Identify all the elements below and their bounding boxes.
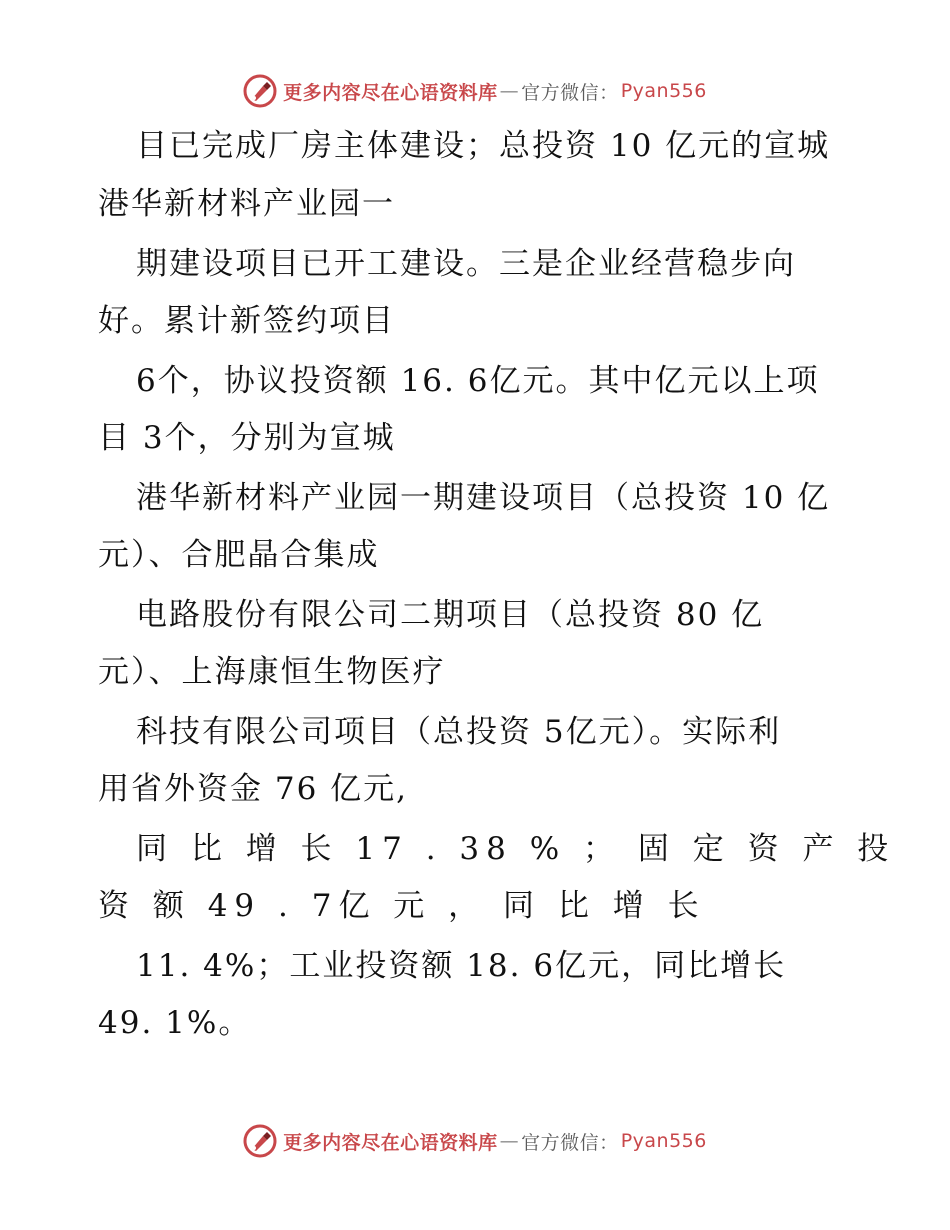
watermark-main-text: 更多内容尽在心语资料库 xyxy=(283,81,498,104)
watermark-separator: — xyxy=(499,1130,520,1152)
watermark-id: Pyan556 xyxy=(620,80,707,102)
footer-watermark xyxy=(0,1121,950,1161)
pen-logo-icon xyxy=(243,1124,277,1158)
text-line: 49. 1%。 xyxy=(98,1005,252,1041)
text-line: 科技有限公司项目（总投资 5亿元）。实际利 xyxy=(136,714,782,750)
text-line: 电路股份有限公司二期项目（总投资 80 亿 xyxy=(136,597,765,633)
watermark-id: Pyan556 xyxy=(620,1130,707,1152)
text-line: 同 比 增 长 17 . 38 % ； 固 定 资 产 投 xyxy=(136,831,896,867)
header-watermark xyxy=(0,71,950,111)
watermark-main-text: 更多内容尽在心语资料库 xyxy=(283,1131,498,1154)
watermark-separator: — xyxy=(499,80,520,102)
text-line: 期建设项目已开工建设。三是企业经营稳步向 xyxy=(136,246,796,282)
text-line: 港华新材料产业园一期建设项目（总投资 10 亿 xyxy=(136,480,831,516)
watermark-label: 官方微信： xyxy=(521,81,619,104)
text-line: 目 3个，分别为宣城 xyxy=(98,420,396,456)
text-line: 目已完成厂房主体建设；总投资 10 亿元的宣城 xyxy=(136,128,831,164)
text-line: 11. 4%；工业投资额 18. 6亿元，同比增长 xyxy=(136,948,787,984)
text-line: 元）、合肥晶合集成 xyxy=(98,537,380,573)
text-line: 6个，协议投资额 16. 6亿元。其中亿元以上项 xyxy=(136,363,820,399)
text-line: 港华新材料产业园一 xyxy=(98,186,395,222)
pen-logo-icon xyxy=(243,74,277,108)
text-line: 用省外资金 76 亿元, xyxy=(98,771,409,807)
text-line: 资 额 49 . 7亿 元 ， 同 比 增 长 xyxy=(98,888,706,924)
watermark-label: 官方微信： xyxy=(521,1131,619,1154)
text-line: 元）、上海康恒生物医疗 xyxy=(98,654,446,690)
text-line: 好。累计新签约项目 xyxy=(98,303,395,339)
